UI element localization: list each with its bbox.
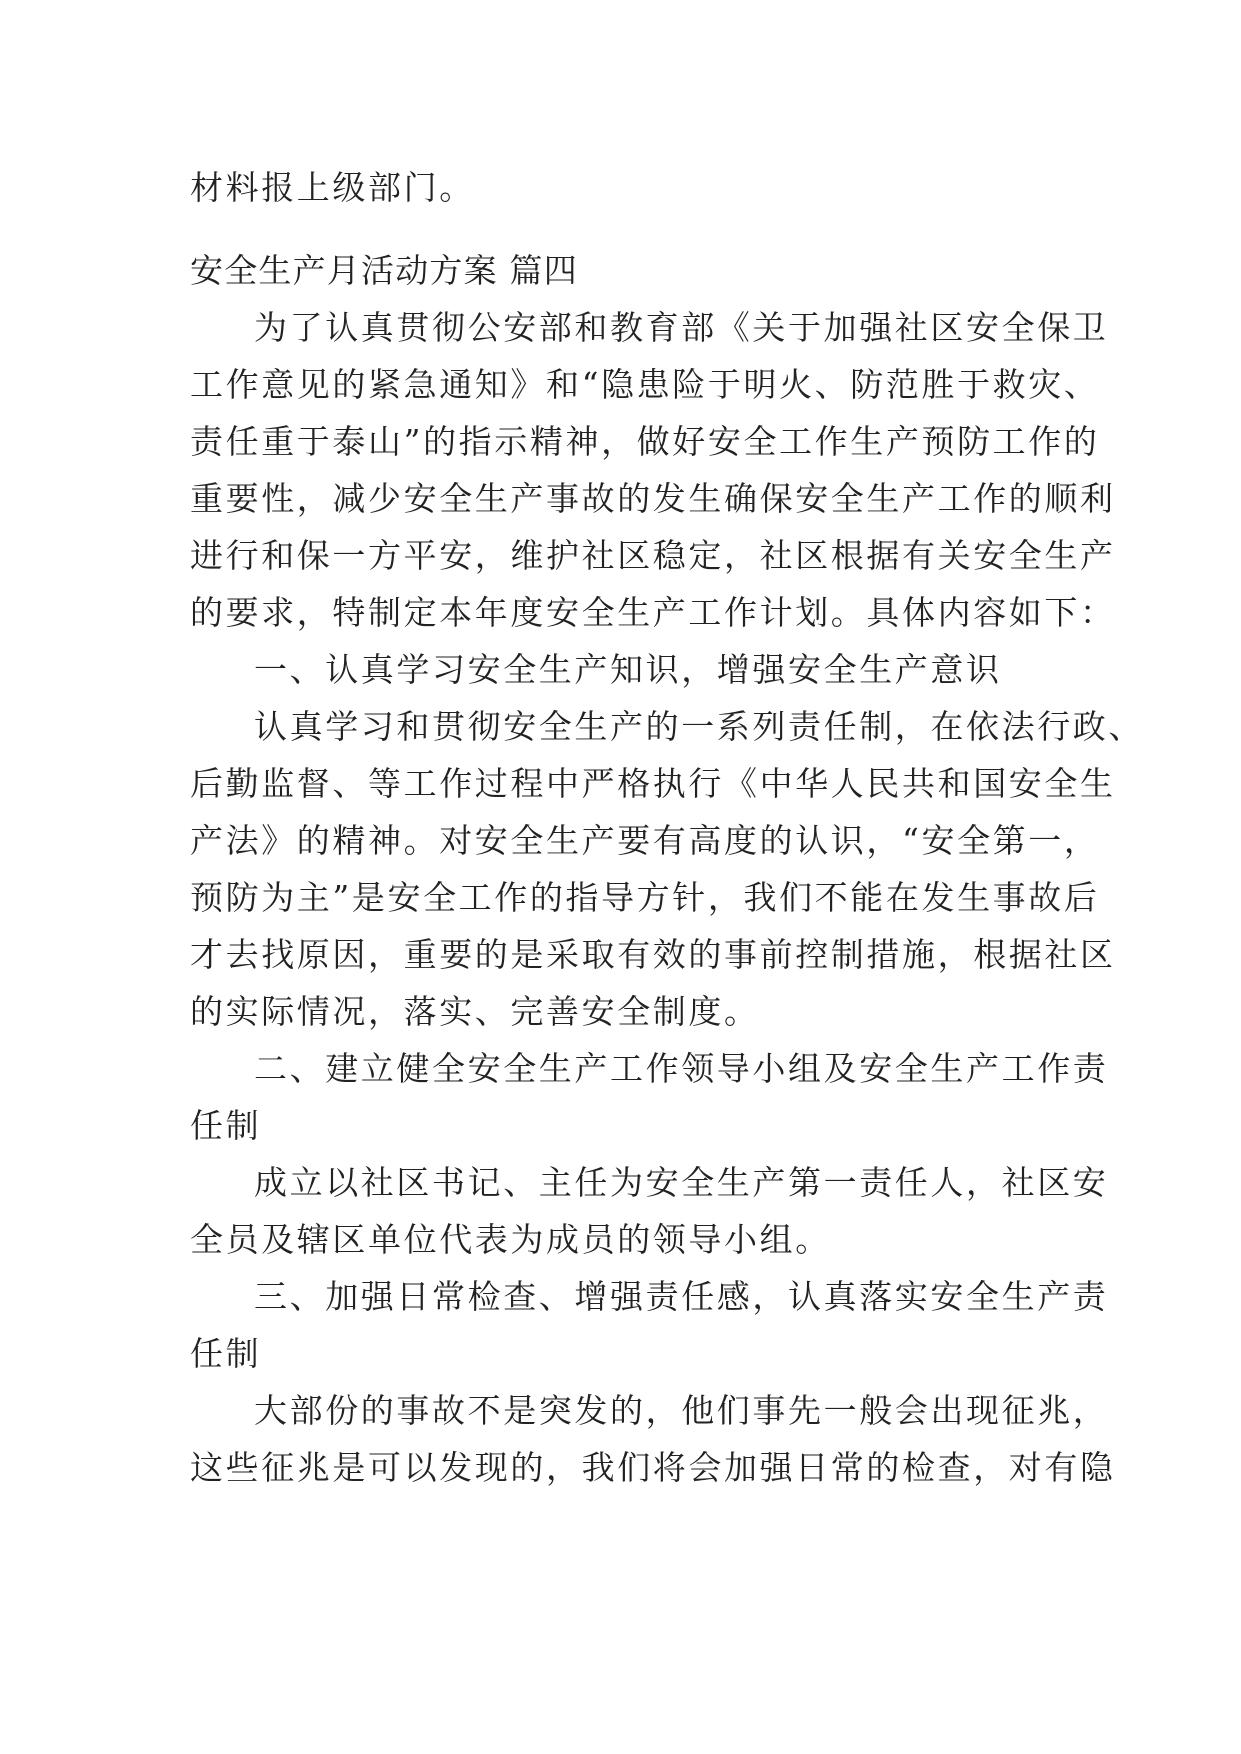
text-line: 重要性，减少安全生产事故的发生确保安全生产工作的顺利 [190,479,1116,518]
text-line: 的要求，特制定本年度安全生产工作计划。具体内容如下： [190,593,1116,632]
paragraph-first-line: 为了认真贯彻公安部和教育部《关于加强社区安全保卫 [254,308,1109,347]
text-line: 这些征兆是可以发现的，我们将会加强日常的检查，对有隐 [190,1448,1116,1487]
text-line: 责任重于泰山”的指示精神，做好安全工作生产预防工作的 [190,422,1100,461]
paragraph-first-line: 大部份的事故不是突发的，他们事先一般会出现征兆， [254,1391,1109,1430]
text-line: 全员及辖区单位代表为成员的领导小组。 [190,1220,831,1259]
text-line: 进行和保一方平安，维护社区稳定，社区根据有关安全生产 [190,536,1116,575]
text-line: 任制 [190,1334,262,1373]
subheading: 二、建立健全安全生产工作领导小组及安全生产工作责 [254,1049,1109,1088]
paragraph-first-line: 成立以社区书记、主任为安全生产第一责任人，社区安 [254,1163,1109,1202]
subheading: 三、加强日常检查、增强责任感，认真落实安全生产责 [254,1277,1109,1316]
text-line: 任制 [190,1106,262,1145]
text-line: 材料报上级部门。 [190,168,475,207]
text-line: 才去找原因，重要的是采取有效的事前控制措施，根据社区 [190,935,1116,974]
text-line: 后勤监督、等工作过程中严格执行《中华人民共和国安全生 [190,764,1116,803]
section-heading: 安全生产月活动方案 篇四 [190,251,578,290]
subheading: 一、认真学习安全生产知识，增强安全生产意识 [254,650,1002,689]
text-line: 产法》的精神。对安全生产要有高度的认识，“安全第一， [190,821,1100,860]
text-line: 工作意见的紧急通知》和“隐患险于明火、防范胜于救灾、 [190,365,1100,404]
paragraph-first-line: 认真学习和贯彻安全生产的一系列责任制，在依法行政、 [254,707,1144,746]
text-line: 预防为主”是安全工作的指导方针，我们不能在发生事故后 [190,878,1100,917]
text-line: 的实际情况，落实、完善安全制度。 [190,992,760,1031]
